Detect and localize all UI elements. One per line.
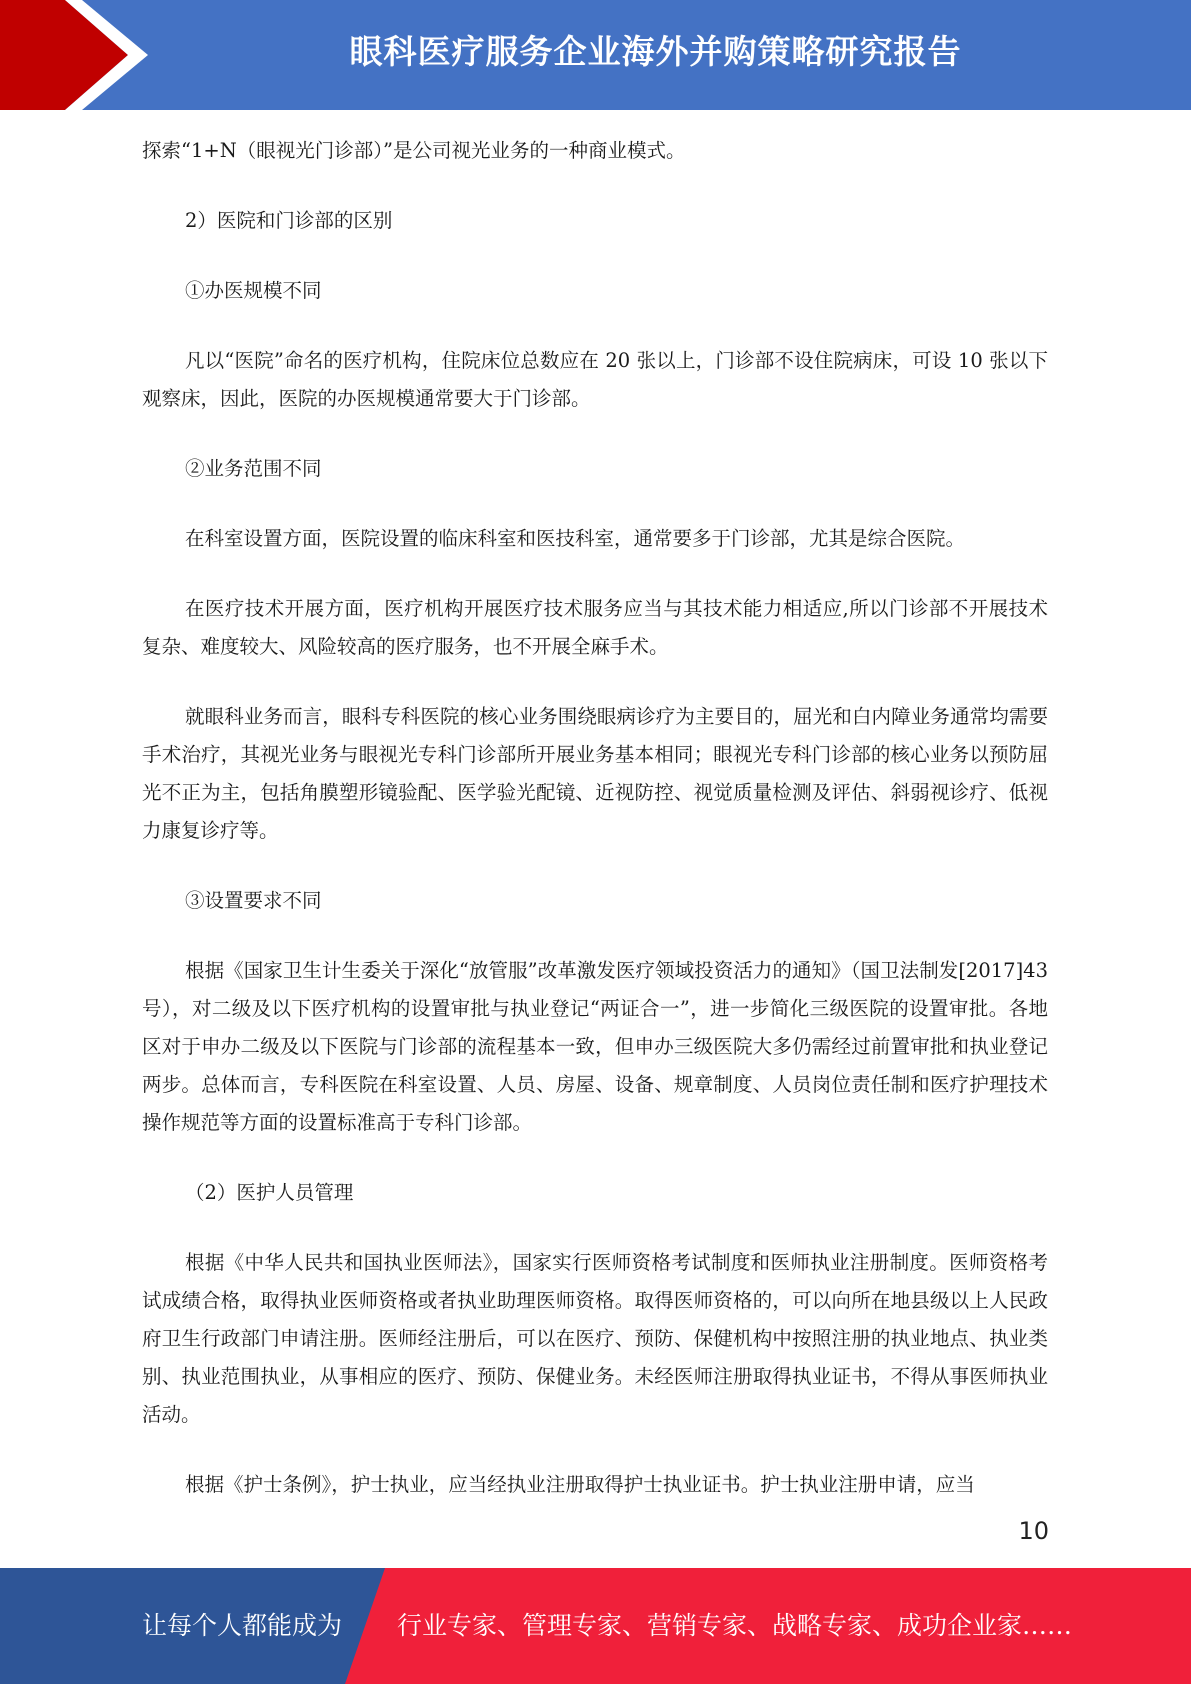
section-heading: 2）医院和门诊部的区别 bbox=[185, 209, 393, 232]
document-body bbox=[142, 132, 1048, 1536]
subsection-heading: ③设置要求不同 bbox=[185, 889, 322, 912]
report-title: 眼科医疗服务企业海外并购策略研究报告 bbox=[349, 32, 962, 71]
footer-slogan-right: 行业专家、管理专家、营销专家、战略专家、成功企业家…… bbox=[397, 1611, 1073, 1640]
paragraph: 根据《中华人民共和国执业医师法》，国家实行医师资格考试制度和医师执业注册制度。医师资格考试成绩合格，取得执业医师资格或者执业助理医师资格。取得医师资格的，可以向所在地县级以上人民政府卫生行政部门申请注册。医师经注册后，可以在医疗、预防、保健机构中按照注册的执业地点、执业类别、执业范围执业，从事相应的医疗、预防、保健业务。未经医师注册取得执业证书，不得从事医师执业活动。 bbox=[142, 1251, 1048, 1426]
paragraph: 在科室设置方面，医院设置的临床科室和医技科室，通常要多于门诊部，尤其是综合医院。 bbox=[185, 527, 966, 550]
footer-banner bbox=[0, 1568, 1191, 1684]
page-number: 10 bbox=[1018, 1517, 1049, 1545]
paragraph: 在医疗技术开展方面，医疗机构开展医疗技术服务应当与其技术能力相适应,所以门诊部不开展技术复杂、难度较大、风险较高的医疗服务，也不开展全麻手术。 bbox=[142, 597, 1048, 658]
paragraph: 根据《国家卫生计生委关于深化“放管服”改革激发医疗领域投资活力的通知》（国卫法制发[2017]43 号），对二级及以下医疗机构的设置审批与执业登记“两证合一”，进一步简化三级医院的设置审批。各地区对于申办二级及以下医院与门诊部的流程基本一致，但申办三级医院大多仍需经过前置审批和执业登记两步。总体而言，专科医院在科室设置、人员、房屋、设备、规章制度、人员岗位责任制和医疗护理技术操作规范等方面的设置标准高于专科门诊部。 bbox=[142, 959, 1048, 1134]
footer-slogan-left: 让每个人都能成为 bbox=[142, 1611, 343, 1640]
paragraph: 就眼科业务而言，眼科专科医院的核心业务围绕眼病诊疗为主要目的，屈光和白内障业务通常均需要手术治疗，其视光业务与眼视光专科门诊部所开展业务基本相同；眼视光专科门诊部的核心业务以预防屈光不正为主，包括角膜塑形镜验配、医学验光配镜、近视防控、视觉质量检测及评估、斜弱视诊疗、低视力康复诊疗等。 bbox=[142, 705, 1048, 842]
subsection-heading: ②业务范围不同 bbox=[185, 457, 322, 480]
paragraph: 探索“1+N（眼视光门诊部）”是公司视光业务的一种商业模式。 bbox=[142, 139, 686, 162]
paragraph: 凡以“医院”命名的医疗机构，住院床位总数应在 20 张以上，门诊部不设住院病床，可设 10 张以下观察床，因此，医院的办医规模通常要大于门诊部。 bbox=[142, 349, 1048, 410]
section-heading: （2）医护人员管理 bbox=[185, 1181, 354, 1204]
subsection-heading: ①办医规模不同 bbox=[185, 279, 322, 302]
chevron-arrow-icon bbox=[0, 0, 160, 110]
paragraph: 根据《护士条例》，护士执业，应当经执业注册取得护士执业证书。护士执业注册申请，应当 bbox=[185, 1473, 975, 1496]
header-banner bbox=[0, 0, 1191, 110]
